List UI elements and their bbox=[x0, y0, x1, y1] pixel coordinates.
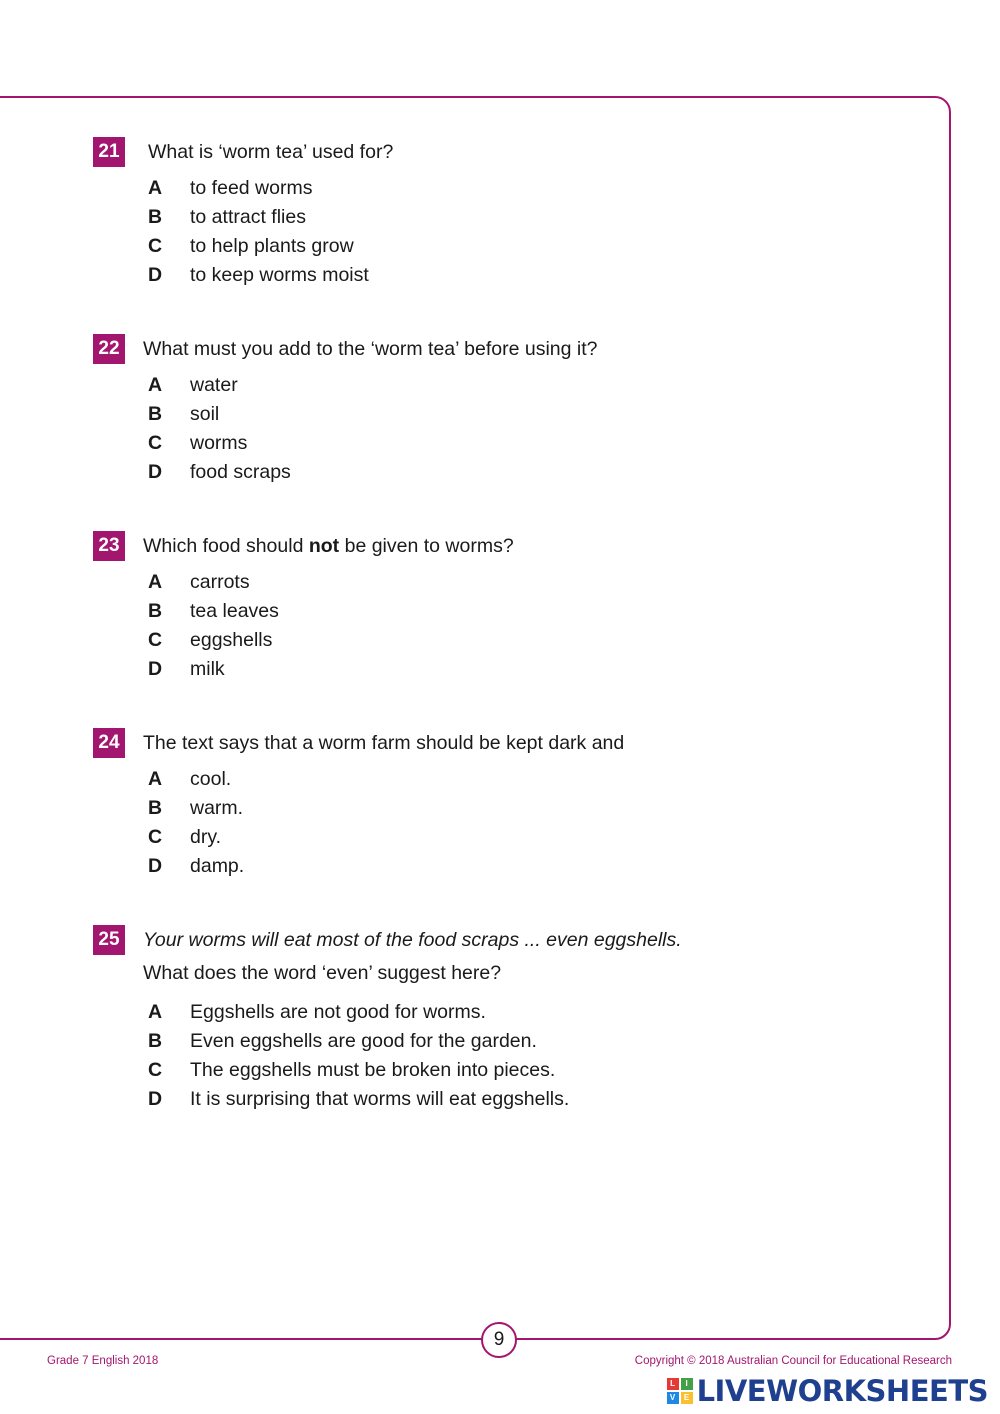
option-letter: A bbox=[148, 1001, 163, 1023]
option-text: It is surprising that worms will eat eggshells. bbox=[190, 1088, 570, 1110]
option-text: Even eggshells are good for the garden. bbox=[190, 1030, 537, 1052]
option-letter: A bbox=[148, 571, 163, 593]
logo-letter: E bbox=[681, 1392, 693, 1404]
option-c[interactable] bbox=[148, 1059, 569, 1088]
option-text: to attract flies bbox=[190, 206, 306, 228]
question-number: 23 bbox=[93, 531, 125, 561]
option-b[interactable] bbox=[148, 600, 279, 629]
option-text: carrots bbox=[190, 571, 250, 593]
liveworksheets-icon bbox=[667, 1378, 693, 1404]
question-text: What must you add to the ‘worm tea’ before using it? bbox=[143, 338, 598, 360]
option-list bbox=[148, 1001, 569, 1117]
option-letter: B bbox=[148, 206, 163, 228]
question-number: 24 bbox=[93, 728, 125, 758]
option-d[interactable] bbox=[148, 855, 244, 884]
option-text: water bbox=[190, 374, 238, 396]
option-letter: C bbox=[148, 235, 163, 257]
option-letter: B bbox=[148, 403, 163, 425]
question-text-before: Which food should bbox=[143, 535, 309, 557]
option-c[interactable] bbox=[148, 826, 244, 855]
question-number: 25 bbox=[93, 925, 125, 955]
option-a[interactable] bbox=[148, 1001, 569, 1030]
logo-letter: I bbox=[681, 1378, 693, 1390]
footer-copyright: Copyright © 2018 Australian Council for Educational Research bbox=[634, 1355, 952, 1367]
question-quote: Your worms will eat most of the food scraps ... even eggshells. bbox=[143, 929, 682, 951]
question-number: 21 bbox=[93, 137, 125, 167]
option-letter: D bbox=[148, 264, 163, 286]
question-number: 22 bbox=[93, 334, 125, 364]
option-text: worms bbox=[190, 432, 248, 454]
option-letter: A bbox=[148, 177, 163, 199]
option-a[interactable] bbox=[148, 571, 279, 600]
option-letter: D bbox=[148, 1088, 163, 1110]
option-letter: B bbox=[148, 1030, 163, 1052]
logo-letter: L bbox=[667, 1378, 679, 1390]
option-text: milk bbox=[190, 658, 225, 680]
option-list bbox=[148, 768, 244, 884]
option-letter: C bbox=[148, 432, 163, 454]
footer-title: Grade 7 English 2018 bbox=[47, 1355, 159, 1367]
option-c[interactable] bbox=[148, 235, 369, 264]
option-letter: A bbox=[148, 374, 163, 396]
option-letter: C bbox=[148, 629, 163, 651]
option-b[interactable] bbox=[148, 403, 291, 432]
option-letter: B bbox=[148, 600, 163, 622]
option-text: food scraps bbox=[190, 461, 291, 483]
option-letter: C bbox=[148, 826, 163, 848]
option-text: tea leaves bbox=[190, 600, 279, 622]
option-letter: B bbox=[148, 797, 163, 819]
question-text-emphasis: not bbox=[308, 535, 340, 557]
option-letter: D bbox=[148, 855, 163, 877]
option-text: soil bbox=[190, 403, 220, 425]
question-text: The text says that a worm farm should be kept dark and bbox=[143, 732, 625, 754]
option-c[interactable] bbox=[148, 629, 279, 658]
option-letter: C bbox=[148, 1059, 163, 1081]
option-letter: A bbox=[148, 768, 163, 790]
question-text: What is ‘worm tea’ used for? bbox=[148, 141, 394, 163]
liveworksheets-logo bbox=[667, 1375, 988, 1407]
option-text: cool. bbox=[190, 768, 232, 790]
option-text: warm. bbox=[190, 797, 244, 819]
option-b[interactable] bbox=[148, 797, 244, 826]
option-a[interactable] bbox=[148, 768, 244, 797]
page-border bbox=[0, 96, 951, 1340]
option-d[interactable] bbox=[148, 264, 369, 293]
option-letter: D bbox=[148, 461, 163, 483]
option-list bbox=[148, 374, 291, 490]
option-a[interactable] bbox=[148, 177, 369, 206]
option-b[interactable] bbox=[148, 206, 369, 235]
option-text: The eggshells must be broken into pieces. bbox=[190, 1059, 556, 1081]
option-d[interactable] bbox=[148, 1088, 569, 1117]
option-text: damp. bbox=[190, 855, 245, 877]
question-text bbox=[143, 535, 514, 558]
option-a[interactable] bbox=[148, 374, 291, 403]
option-c[interactable] bbox=[148, 432, 291, 461]
option-d[interactable] bbox=[148, 658, 279, 687]
question-text-after: be given to worms? bbox=[339, 535, 514, 557]
option-list bbox=[148, 177, 369, 293]
option-text: to feed worms bbox=[190, 177, 313, 199]
option-b[interactable] bbox=[148, 1030, 569, 1059]
question-text: What does the word ‘even’ suggest here? bbox=[143, 962, 502, 984]
logo-text: LIVEWORKSHEETS bbox=[696, 1374, 988, 1408]
option-text: to keep worms moist bbox=[190, 264, 369, 286]
option-list bbox=[148, 571, 279, 687]
page-number: 9 bbox=[481, 1322, 517, 1358]
option-text: Eggshells are not good for worms. bbox=[190, 1001, 486, 1023]
option-letter: D bbox=[148, 658, 163, 680]
option-text: eggshells bbox=[190, 629, 273, 651]
option-text: dry. bbox=[190, 826, 222, 848]
option-d[interactable] bbox=[148, 461, 291, 490]
option-text: to help plants grow bbox=[190, 235, 354, 257]
logo-letter: V bbox=[667, 1392, 679, 1404]
